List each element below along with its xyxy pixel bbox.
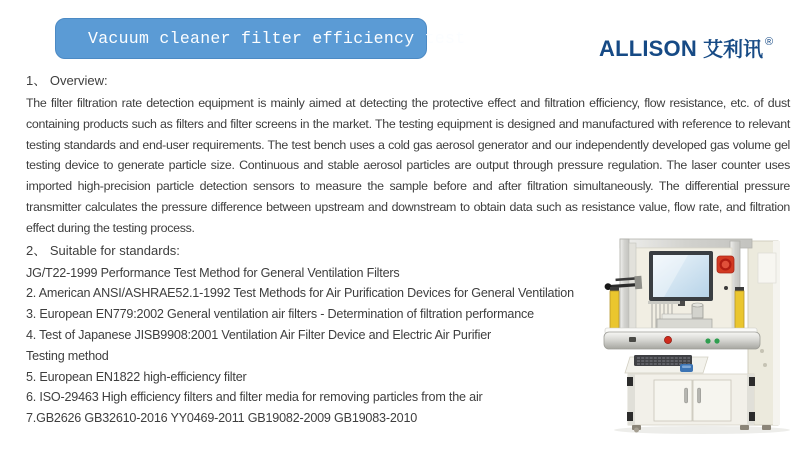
standards-heading: 2、 Suitable for standards: (26, 242, 180, 258)
brand-name-chinese: 艾利讯 (702, 39, 763, 61)
standard-item: 5. European EN1822 high-efficiency filter (26, 369, 247, 384)
overview-paragraph: The filter filtration rate detection equipment is mainly aimed at detecting the protective effect and filtration efficiency, flow resistance, etc. of dust containing products such as filters and filter screens in the market. The testing equipment is designed and manufactured with reference to relevant testing standards and end-user requirements. The test bench uses a cold gas aerosol generator and our independently developed gas volume gel testing device to generate particle size. Continuous and stable aerosol particles are output through pressure regulation. The laser counter uses imported high-precision particle detection sensors to measure the sample before and after filtration simultaneously. The differential pressure transmitter calculates the pressure difference between upstream and downstream to obtain data such as resistance value, flow rate, and filtration effect during the testing process. (26, 96, 790, 235)
brand-name: ALLISON (599, 36, 697, 61)
green-button (705, 338, 710, 343)
standard-item: Testing method (26, 348, 109, 363)
standard-item: 2. American ANSI/ASHRAE52.1-1992 Test Methods for Air Purification Devices for General Ventilation (26, 286, 574, 301)
monitor-screen (649, 251, 713, 306)
standard-item: 4. Test of Japanese JISB9908:2001 Ventilation Air Filter Device and Electric Air Purifier (26, 327, 491, 342)
page-title: Vacuum cleaner filter efficiency test (88, 29, 466, 48)
standard-item: 7.GB2626 GB32610-2016 YY0469-2011 GB19082-2009 GB19083-2010 (26, 411, 418, 426)
panel-button (724, 286, 728, 290)
table-switch (629, 337, 636, 342)
title-banner (55, 18, 466, 59)
green-button (714, 338, 719, 343)
left-inner-post (629, 243, 636, 339)
red-button (664, 336, 671, 343)
allison-logo (599, 33, 773, 62)
standard-item: 3. European EN779:2002 General ventilation air filters - Determination of filtration performance (26, 307, 534, 322)
emergency-stop-button (717, 256, 734, 273)
door-handle (685, 388, 688, 403)
standard-item: JG/T22-1999 Performance Test Method for General Ventilation Filters (26, 265, 400, 280)
keyboard-tray (625, 355, 708, 373)
standard-item: 6. ISO-29463 High efficiency filters and filter media for removing particles from the air (26, 390, 483, 405)
door-handle (698, 388, 701, 403)
filter-test-machine-illustration (602, 231, 796, 435)
registered-trademark-icon: ® (764, 36, 774, 48)
filter-test-machine-photo (602, 231, 796, 435)
lower-cabinet (627, 374, 755, 425)
overview-heading: 1、 Overview: (26, 73, 108, 88)
work-table (604, 328, 760, 349)
